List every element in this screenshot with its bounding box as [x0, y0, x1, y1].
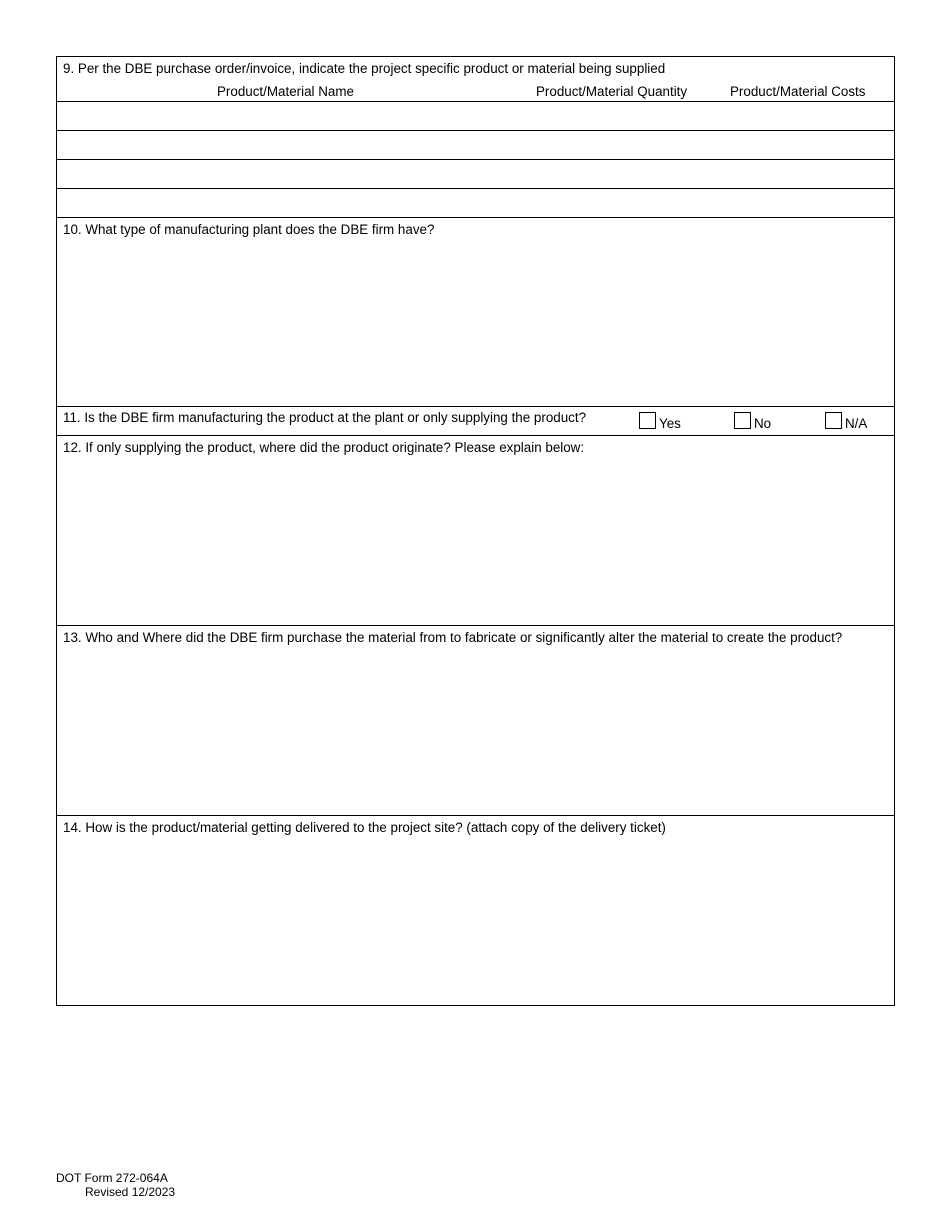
- no-label: No: [754, 416, 772, 431]
- column-header-quantity: Product/Material Quantity: [536, 84, 688, 99]
- q13-question: 13. Who and Where did the DBE firm purchase the material from to fabricate or significantly alter the material to create the product?: [63, 630, 843, 645]
- na-checkbox[interactable]: [825, 412, 842, 429]
- form-number: DOT Form 272-064A: [56, 1171, 168, 1185]
- yes-checkbox[interactable]: [639, 412, 656, 429]
- product-row-3[interactable]: [57, 159, 894, 188]
- q12-question: 12. If only supplying the product, where did the product originate? Please explain below:: [63, 440, 585, 455]
- product-row-1[interactable]: [57, 101, 894, 130]
- product-row-2[interactable]: [57, 130, 894, 159]
- column-header-name: Product/Material Name: [217, 84, 354, 99]
- q13-section[interactable]: [57, 625, 894, 815]
- q14-section[interactable]: [57, 815, 894, 1005]
- yes-label: Yes: [659, 416, 681, 431]
- q11-question: 11. Is the DBE firm manufacturing the product at the plant or only supplying the product?: [63, 410, 587, 425]
- q14-question: 14. How is the product/material getting delivered to the project site? (attach copy of the delivery ticket): [63, 820, 666, 835]
- yes-option[interactable]: [639, 412, 681, 431]
- form-footer: [56, 1171, 175, 1199]
- dbe-form: [56, 56, 895, 1006]
- na-label: N/A: [845, 416, 868, 431]
- revision-date: Revised 12/2023: [85, 1185, 176, 1199]
- column-header-costs: Product/Material Costs: [730, 84, 866, 99]
- q9-question: 9. Per the DBE purchase order/invoice, indicate the project specific product or material being supplied: [63, 61, 666, 76]
- q12-section[interactable]: [57, 435, 894, 625]
- q10-section[interactable]: [57, 217, 894, 406]
- q11-section: [57, 406, 894, 435]
- q9-header: [57, 57, 894, 101]
- no-option[interactable]: [734, 412, 771, 431]
- na-option[interactable]: [825, 412, 867, 431]
- q10-question: 10. What type of manufacturing plant does the DBE firm have?: [63, 222, 435, 237]
- no-checkbox[interactable]: [734, 412, 751, 429]
- product-row-4[interactable]: [57, 188, 894, 217]
